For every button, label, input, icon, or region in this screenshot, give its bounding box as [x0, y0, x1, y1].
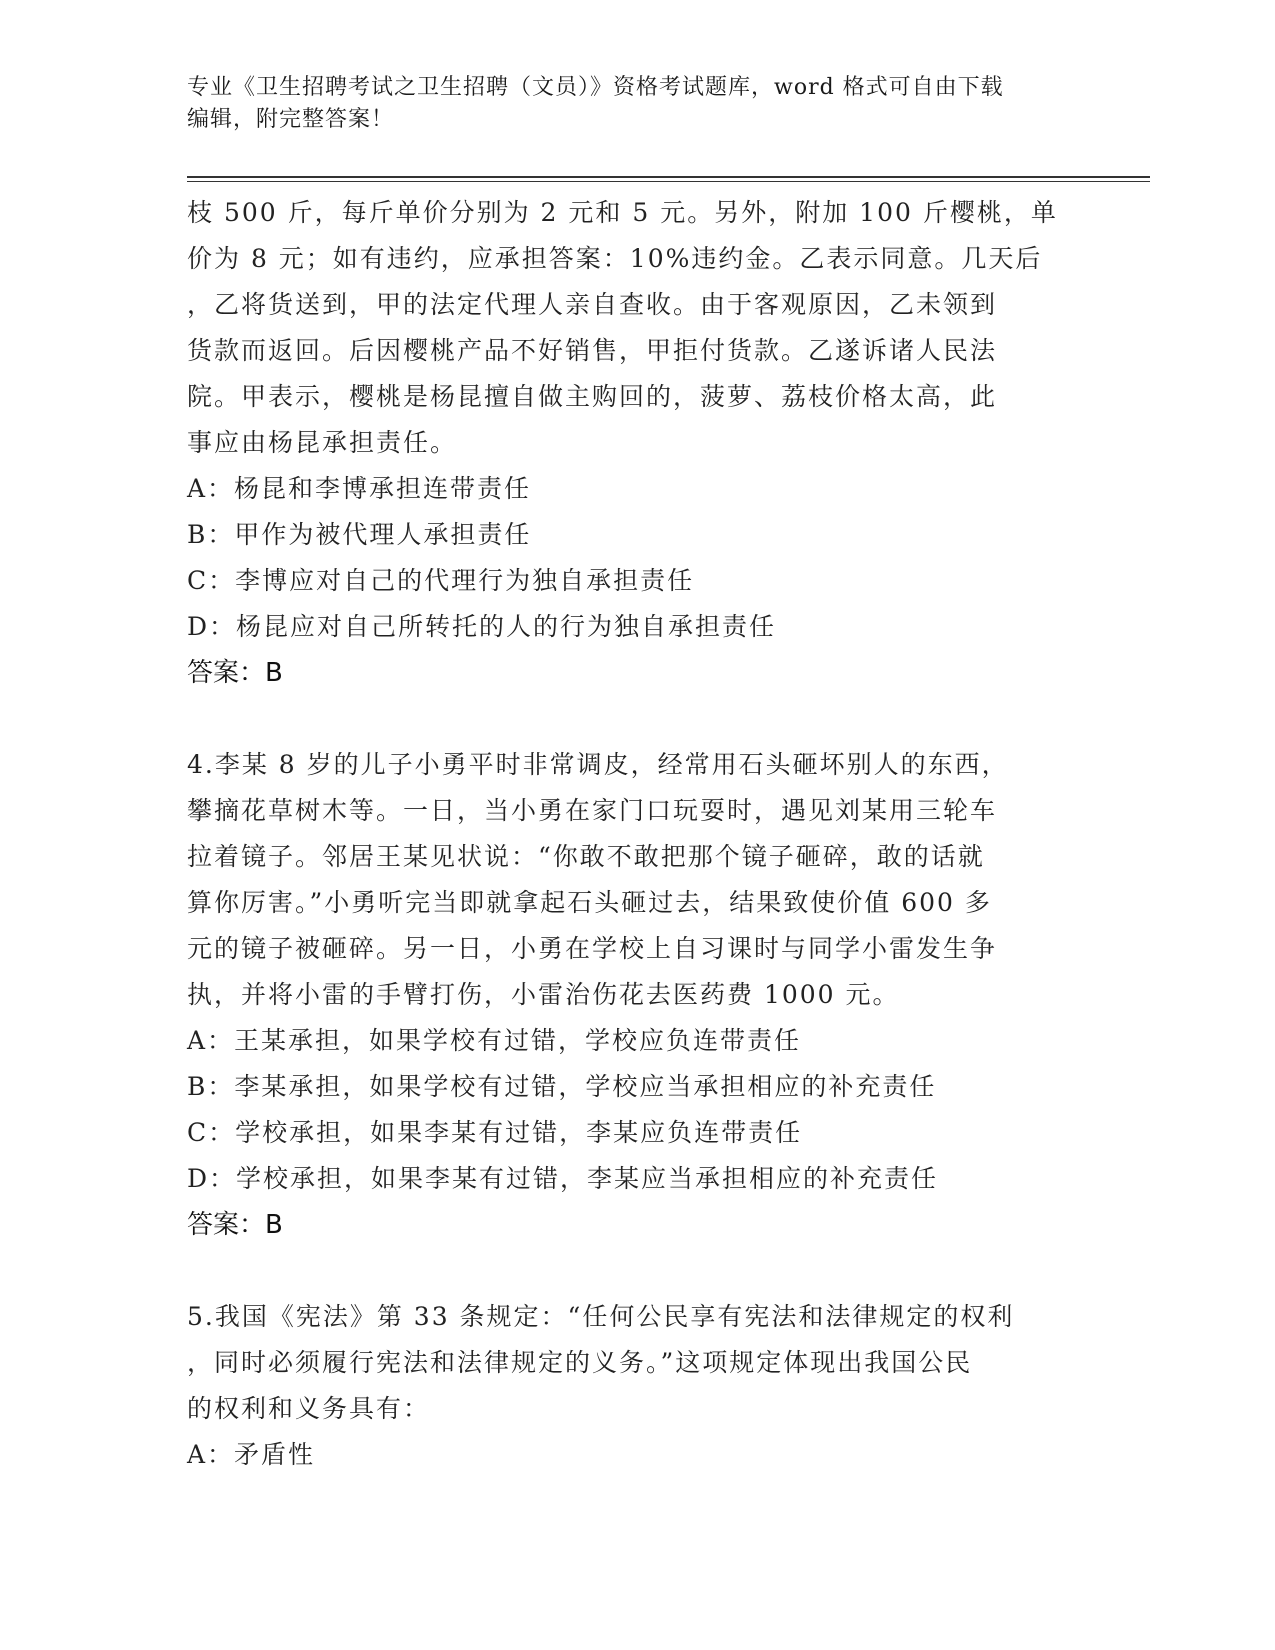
- question-continued: [187, 190, 1067, 696]
- header-line-1: 专业《卫生招聘考试之卫生招聘（文员）》资格考试题库，word 格式可自由下载: [187, 75, 1004, 100]
- question-4: [187, 742, 1067, 1248]
- question-5: [187, 1294, 1067, 1478]
- header-line-2: 编辑，附完整答案！: [187, 107, 395, 132]
- option-a: A：矛盾性: [187, 1440, 316, 1469]
- page-header: [187, 72, 1087, 136]
- header-divider: [187, 176, 1150, 182]
- document-body: [187, 190, 1067, 1478]
- question-text-line: 的权利和义务具有：: [187, 1394, 431, 1423]
- option-a: A：杨昆和李博承担连带责任: [187, 474, 532, 503]
- question-text-line: 价为 8 元；如有违约，应承担答案：10%违约金。乙表示同意。几天后: [187, 244, 1043, 273]
- question-text-line: 院。甲表示，樱桃是杨昆擅自做主购回的，菠萝、荔枝价格太高，此: [187, 382, 998, 411]
- option-c: C：李博应对自己的代理行为独自承担责任: [187, 566, 695, 595]
- question-text-line: 攀摘花草树木等。一日，当小勇在家门口玩耍时，遇见刘某用三轮车: [187, 796, 998, 825]
- question-text-line: 枝 500 斤，每斤单价分别为 2 元和 5 元。另外，附加 100 斤樱桃，单: [187, 198, 1058, 227]
- question-text-line: 元的镜子被砸碎。另一日，小勇在学校上自习课时与同学小雷发生争: [187, 934, 998, 963]
- option-d: D：学校承担，如果李某有过错，李某应当承担相应的补充责任: [187, 1164, 939, 1193]
- option-a: A：王某承担，如果学校有过错，学校应负连带责任: [187, 1026, 802, 1055]
- option-b: B：李某承担，如果学校有过错，学校应当承担相应的补充责任: [187, 1072, 937, 1101]
- answer-label: 答案：B: [187, 1210, 283, 1240]
- question-text-line: 货款而返回。后因樱桃产品不好销售，甲拒付货款。乙遂诉诸人民法: [187, 336, 998, 365]
- spacer: [187, 696, 1067, 742]
- question-text-line: 5.我国《宪法》第 33 条规定：“任何公民享有宪法和法律规定的权利: [187, 1302, 1015, 1331]
- question-text-line: 4.李某 8 岁的儿子小勇平时非常调皮，经常用石头砸坏别人的东西，: [187, 750, 1009, 779]
- question-text-line: 拉着镜子。邻居王某见状说：“你敢不敢把那个镜子砸碎，敢的话就: [187, 842, 985, 871]
- question-text-line: ，同时必须履行宪法和法律规定的义务。”这项规定体现出我国公民: [187, 1348, 973, 1377]
- spacer: [187, 1248, 1067, 1294]
- answer-label: 答案：B: [187, 658, 283, 688]
- question-text-line: ，乙将货送到，甲的法定代理人亲自查收。由于客观原因，乙未领到: [187, 290, 998, 319]
- question-text-line: 执，并将小雷的手臂打伤，小雷治伤花去医药费 1000 元。: [187, 980, 900, 1009]
- question-text-line: 算你厉害。”小勇听完当即就拿起石头砸过去，结果致使价值 600 多: [187, 888, 992, 917]
- option-c: C：学校承担，如果李某有过错，李某应负连带责任: [187, 1118, 803, 1147]
- option-d: D：杨昆应对自己所转托的人的行为独自承担责任: [187, 612, 777, 641]
- option-b: B：甲作为被代理人承担责任: [187, 520, 532, 549]
- question-text-line: 事应由杨昆承担责任。: [187, 428, 458, 457]
